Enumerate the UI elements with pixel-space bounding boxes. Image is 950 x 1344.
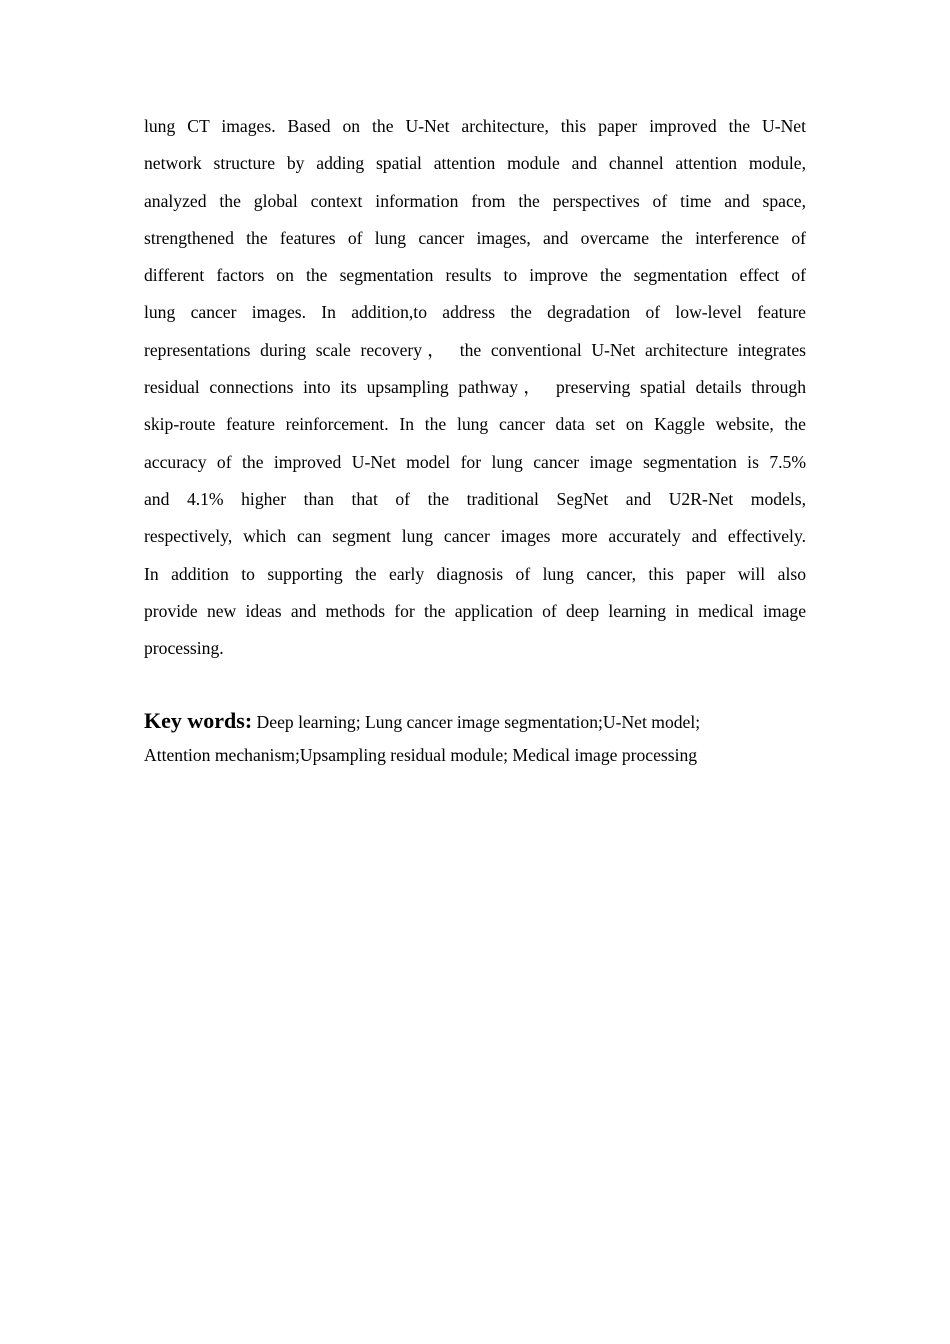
abstract-line: skip-route feature reinforcement. In the lung cancer data set on Kaggle website, the	[144, 414, 806, 435]
abstract-line: analyzed the global context information from the perspectives of time and space,	[144, 190, 806, 211]
keywords-line-2	[144, 739, 806, 772]
abstract-line: representations during scale recovery， the conventional U-Net architecture integrates	[144, 339, 806, 360]
abstract-line: residual connections into its upsampling pathway， preserving spatial details through	[144, 377, 806, 398]
keywords-section	[144, 704, 806, 772]
abstract-line: accuracy of the improved U-Net model for lung cancer image segmentation is 7.5%	[144, 451, 806, 472]
abstract-paragraph	[144, 108, 806, 667]
abstract-section	[144, 108, 806, 667]
keywords-line-1	[144, 704, 806, 739]
keywords-text-1: Deep learning; Lung cancer image segmentation;U-Net model;	[252, 712, 701, 732]
abstract-line: lung CT images. Based on the U-Net architecture, this paper improved the U-Net	[144, 116, 806, 136]
keywords-label: Key words:	[144, 708, 253, 733]
abstract-line: processing.	[144, 638, 224, 659]
abstract-line: network structure by adding spatial attention module and channel attention module,	[144, 153, 806, 174]
keywords-text-2: Attention mechanism;Upsampling residual module; Medical image processing	[144, 745, 698, 765]
abstract-line: and 4.1% higher than that of the traditional SegNet and U2R-Net models,	[144, 488, 806, 509]
abstract-line: strengthened the features of lung cancer images, and overcame the interference of	[144, 227, 806, 248]
abstract-line: different factors on the segmentation results to improve the segmentation effect of	[144, 265, 806, 286]
abstract-line: In addition to supporting the early diagnosis of lung cancer, this paper will also	[144, 563, 806, 584]
abstract-line: respectively, which can segment lung cancer images more accurately and effectively.	[144, 526, 806, 547]
abstract-line: lung cancer images. In addition,to address the degradation of low-level feature	[144, 302, 806, 323]
abstract-line: provide new ideas and methods for the application of deep learning in medical image	[144, 600, 806, 621]
